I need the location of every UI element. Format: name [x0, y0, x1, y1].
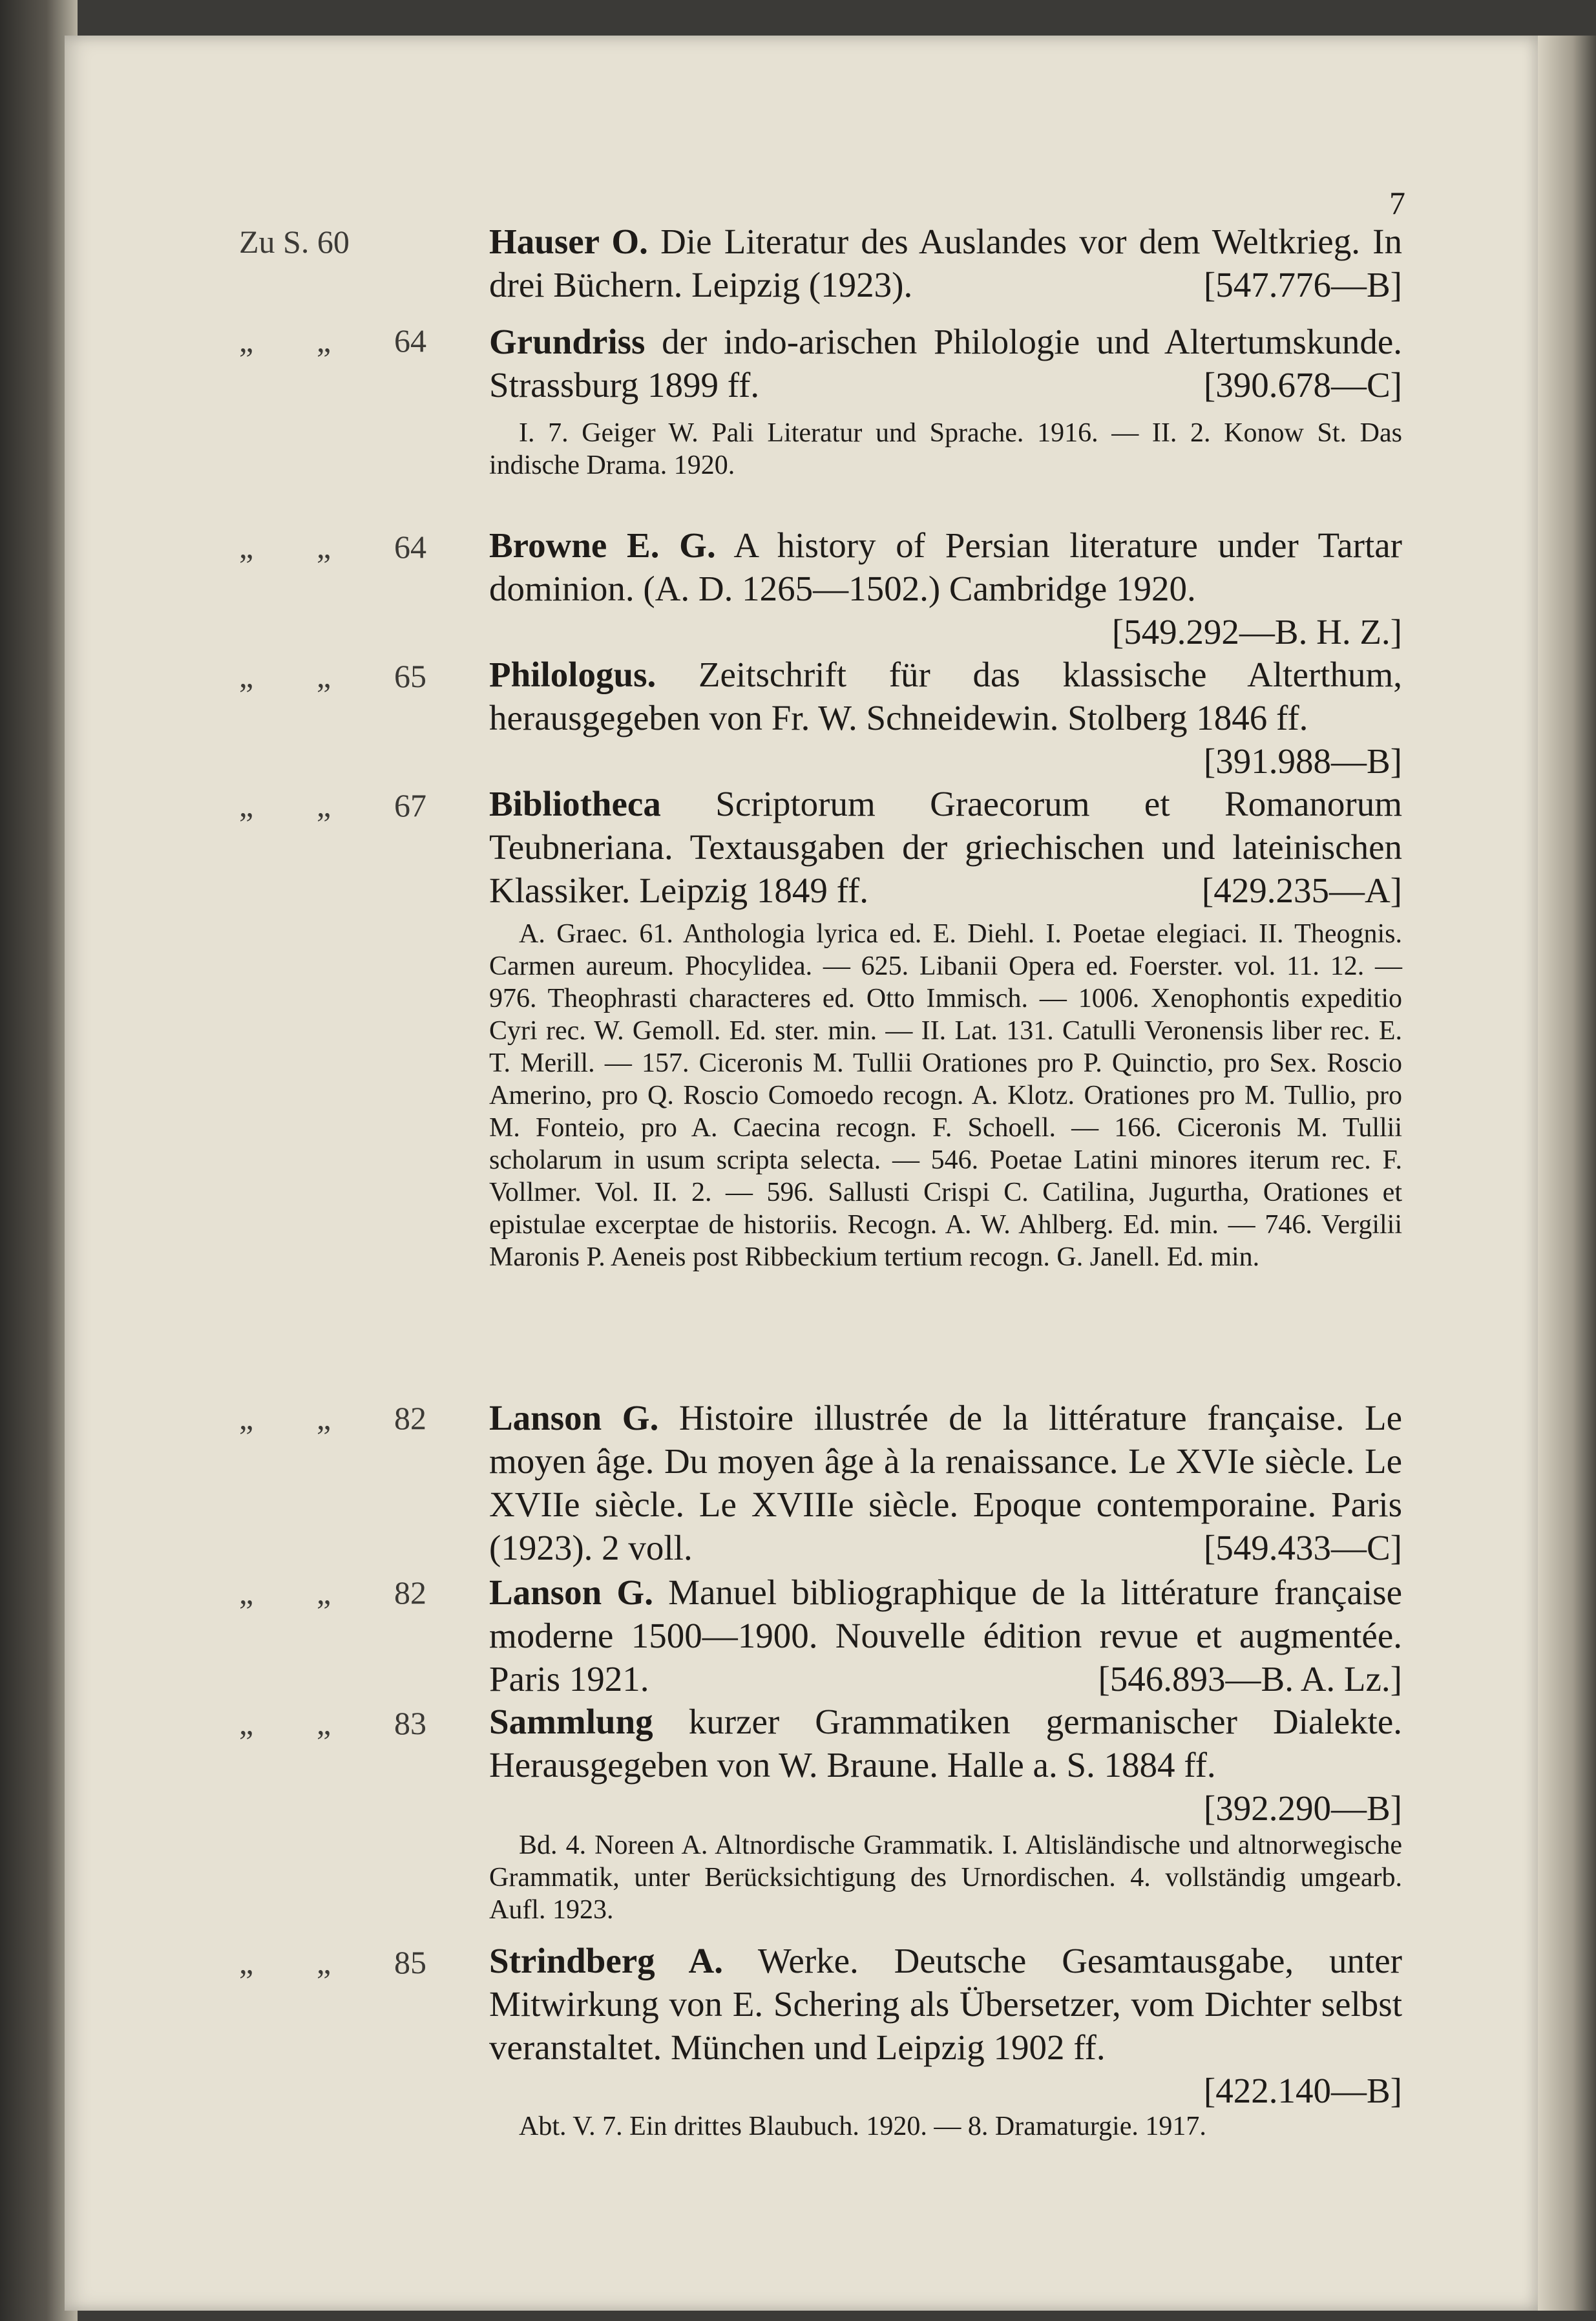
shelf-signature: [549.433—C]: [1203, 1528, 1402, 1567]
entry-author: Strindberg A.: [489, 1941, 724, 1980]
reference-label: Zu S. 60: [239, 224, 350, 260]
entry-author: Lanson G.: [489, 1398, 659, 1437]
page-edge-shadow: [1538, 36, 1596, 2311]
bibliography-entry: [489, 1700, 1402, 1830]
entry-author: Grundriss: [489, 322, 646, 361]
book-page: [65, 36, 1538, 2311]
entry-text: der indo-arischen Philologie und Altertumskunde. Strassburg 1899 ff.: [489, 322, 1402, 405]
reference-label: „ „ 82: [239, 1574, 426, 1611]
bibliography-entry: [489, 1396, 1402, 1569]
reference-label: „ „ 85: [239, 1944, 426, 1980]
entry-text: Werke. Deutsche Gesamtausgabe, unter Mitwirkung von E. Schering als Übersetzer, vom Dichter selbst veranstaltet. München und Leipzig 1902 ff.: [489, 1941, 1402, 2067]
entry-text: Histoire illustrée de la littérature française. Le moyen âge. Du moyen âge à la renaissance. Le XVIe siècle. Le XVIIe siècle. Le XVIIIe siècle. Epoque contemporaine. Paris (1923). 2 voll.: [489, 1398, 1402, 1567]
entry-author: Browne E. G.: [489, 525, 716, 565]
bibliography-entry: [489, 782, 1402, 912]
shelf-signature: [390.678—C]: [1203, 365, 1402, 405]
entry-text: Manuel bibliographique de la littérature française moderne 1500—1900. Nouvelle édition revue et augmentée. Paris 1921.: [489, 1573, 1402, 1699]
bibliography-entry: [489, 1939, 1402, 2112]
series-contents: I. 7. Geiger W. Pali Literatur und Sprache. 1916. — II. 2. Konow St. Das indische Drama. 1920.: [489, 418, 1402, 480]
shelf-signature: [422.140—B]: [1203, 2071, 1402, 2110]
bibliography-entry: [489, 320, 1402, 407]
series-contents: Abt. V. 7. Ein drittes Blaubuch. 1920. — 8. Dramaturgie. 1917.: [519, 2112, 1206, 2141]
entry-text: Zeitschrift für das klassische Alterthum, herausgegeben von Fr. W. Schneidewin. Stolberg 1846 ff.: [489, 655, 1402, 737]
page-number: 7: [1389, 185, 1405, 221]
entry-text: Scriptorum Graecorum et Romanorum Teubneriana. Textausgaben der griechischen und lateinischen Klassiker. Leipzig 1849 ff.: [489, 784, 1402, 910]
reference-label: „ „ 64: [239, 529, 426, 565]
shelf-signature: [547.776—B]: [1203, 265, 1402, 304]
entry-text: A history of Persian literature under Tartar dominion. (A. D. 1265—1502.) Cambridge 1920.: [489, 525, 1402, 608]
reference-label: „ „ 82: [239, 1400, 426, 1436]
shelf-signature: [549.292—B. H. Z.]: [1111, 612, 1402, 652]
bibliography-entry: [489, 1571, 1402, 1701]
shelf-signature: [392.290—B]: [1203, 1788, 1402, 1828]
bibliography-entry: [489, 653, 1402, 783]
series-contents: Bd. 4. Noreen A. Altnordische Grammatik. I. Altisländische und altnorwegische Grammatik, unter Berücksichtigung des Urnordischen. 4. vollständig umgearb. Aufl. 1923.: [489, 1830, 1402, 1925]
entry-author: Hauser O.: [489, 222, 648, 261]
entry-author: Lanson G.: [489, 1573, 653, 1612]
entry-author: Bibliotheca: [489, 784, 661, 823]
series-contents: A. Graec. 61. Anthologia lyrica ed. E. Diehl. I. Poetae elegiaci. II. Theognis. Carmen aureum. Phocylidea. — 625. Libanii Opera ed. Foerster. vol. 11. 12. — 976. Theophrasti characteres ed. Otto Immisch. — 1006. Xenophontis expeditio Cyri rec. W. Gemoll. Ed. ster. min. — II. Lat. 131. Catulli Veronensis liber rec. E. T. Merill. — 157. Ciceronis M. Tullii Orationes pro P. Quinctio, pro Sex. Roscio Amerino, pro Q. Roscio Comoedo recogn. A. Klotz. Orationes pro M. Tullio, pro M. Fonteio, pro A. Caecina recogn. F. Schoell. — 166. Ciceronis M. Tullii scholarum in usum scripta selecta. — 546. Poetae Latini minores iterum rec. F. Vollmer. Vol. II. 2. — 596. Sallusti Crispi C. Catilina, Jugurtha, Orationes et epistulae excerptae de historiis. Recogn. A. W. Ahlberg. Ed. min. — 746. Vergilii Maronis P. Aeneis post Ribbeckium tertium recogn. G. Janell. Ed. min.: [489, 919, 1402, 1272]
entry-author: Sammlung: [489, 1702, 653, 1741]
bibliography-entry: [489, 220, 1402, 306]
entry-text: Die Literatur des Auslandes vor dem Weltkrieg. In drei Büchern. Leipzig (1923).: [489, 222, 1402, 304]
entry-text: kurzer Grammatiken germanischer Dialekte. Herausgegeben von W. Braune. Halle a. S. 1884 ff.: [489, 1702, 1402, 1785]
reference-label: „ „ 67: [239, 787, 426, 823]
reference-label: „ „ 64: [239, 323, 426, 359]
bibliography-entry: [489, 524, 1402, 653]
reference-label: „ „ 83: [239, 1705, 426, 1741]
shelf-signature: [429.235—A]: [1201, 871, 1402, 910]
shelf-signature: [546.893—B. A. Lz.]: [1098, 1659, 1402, 1699]
shelf-signature: [391.988—B]: [1203, 741, 1402, 781]
reference-label: „ „ 65: [239, 658, 426, 694]
entry-author: Philologus.: [489, 655, 656, 694]
